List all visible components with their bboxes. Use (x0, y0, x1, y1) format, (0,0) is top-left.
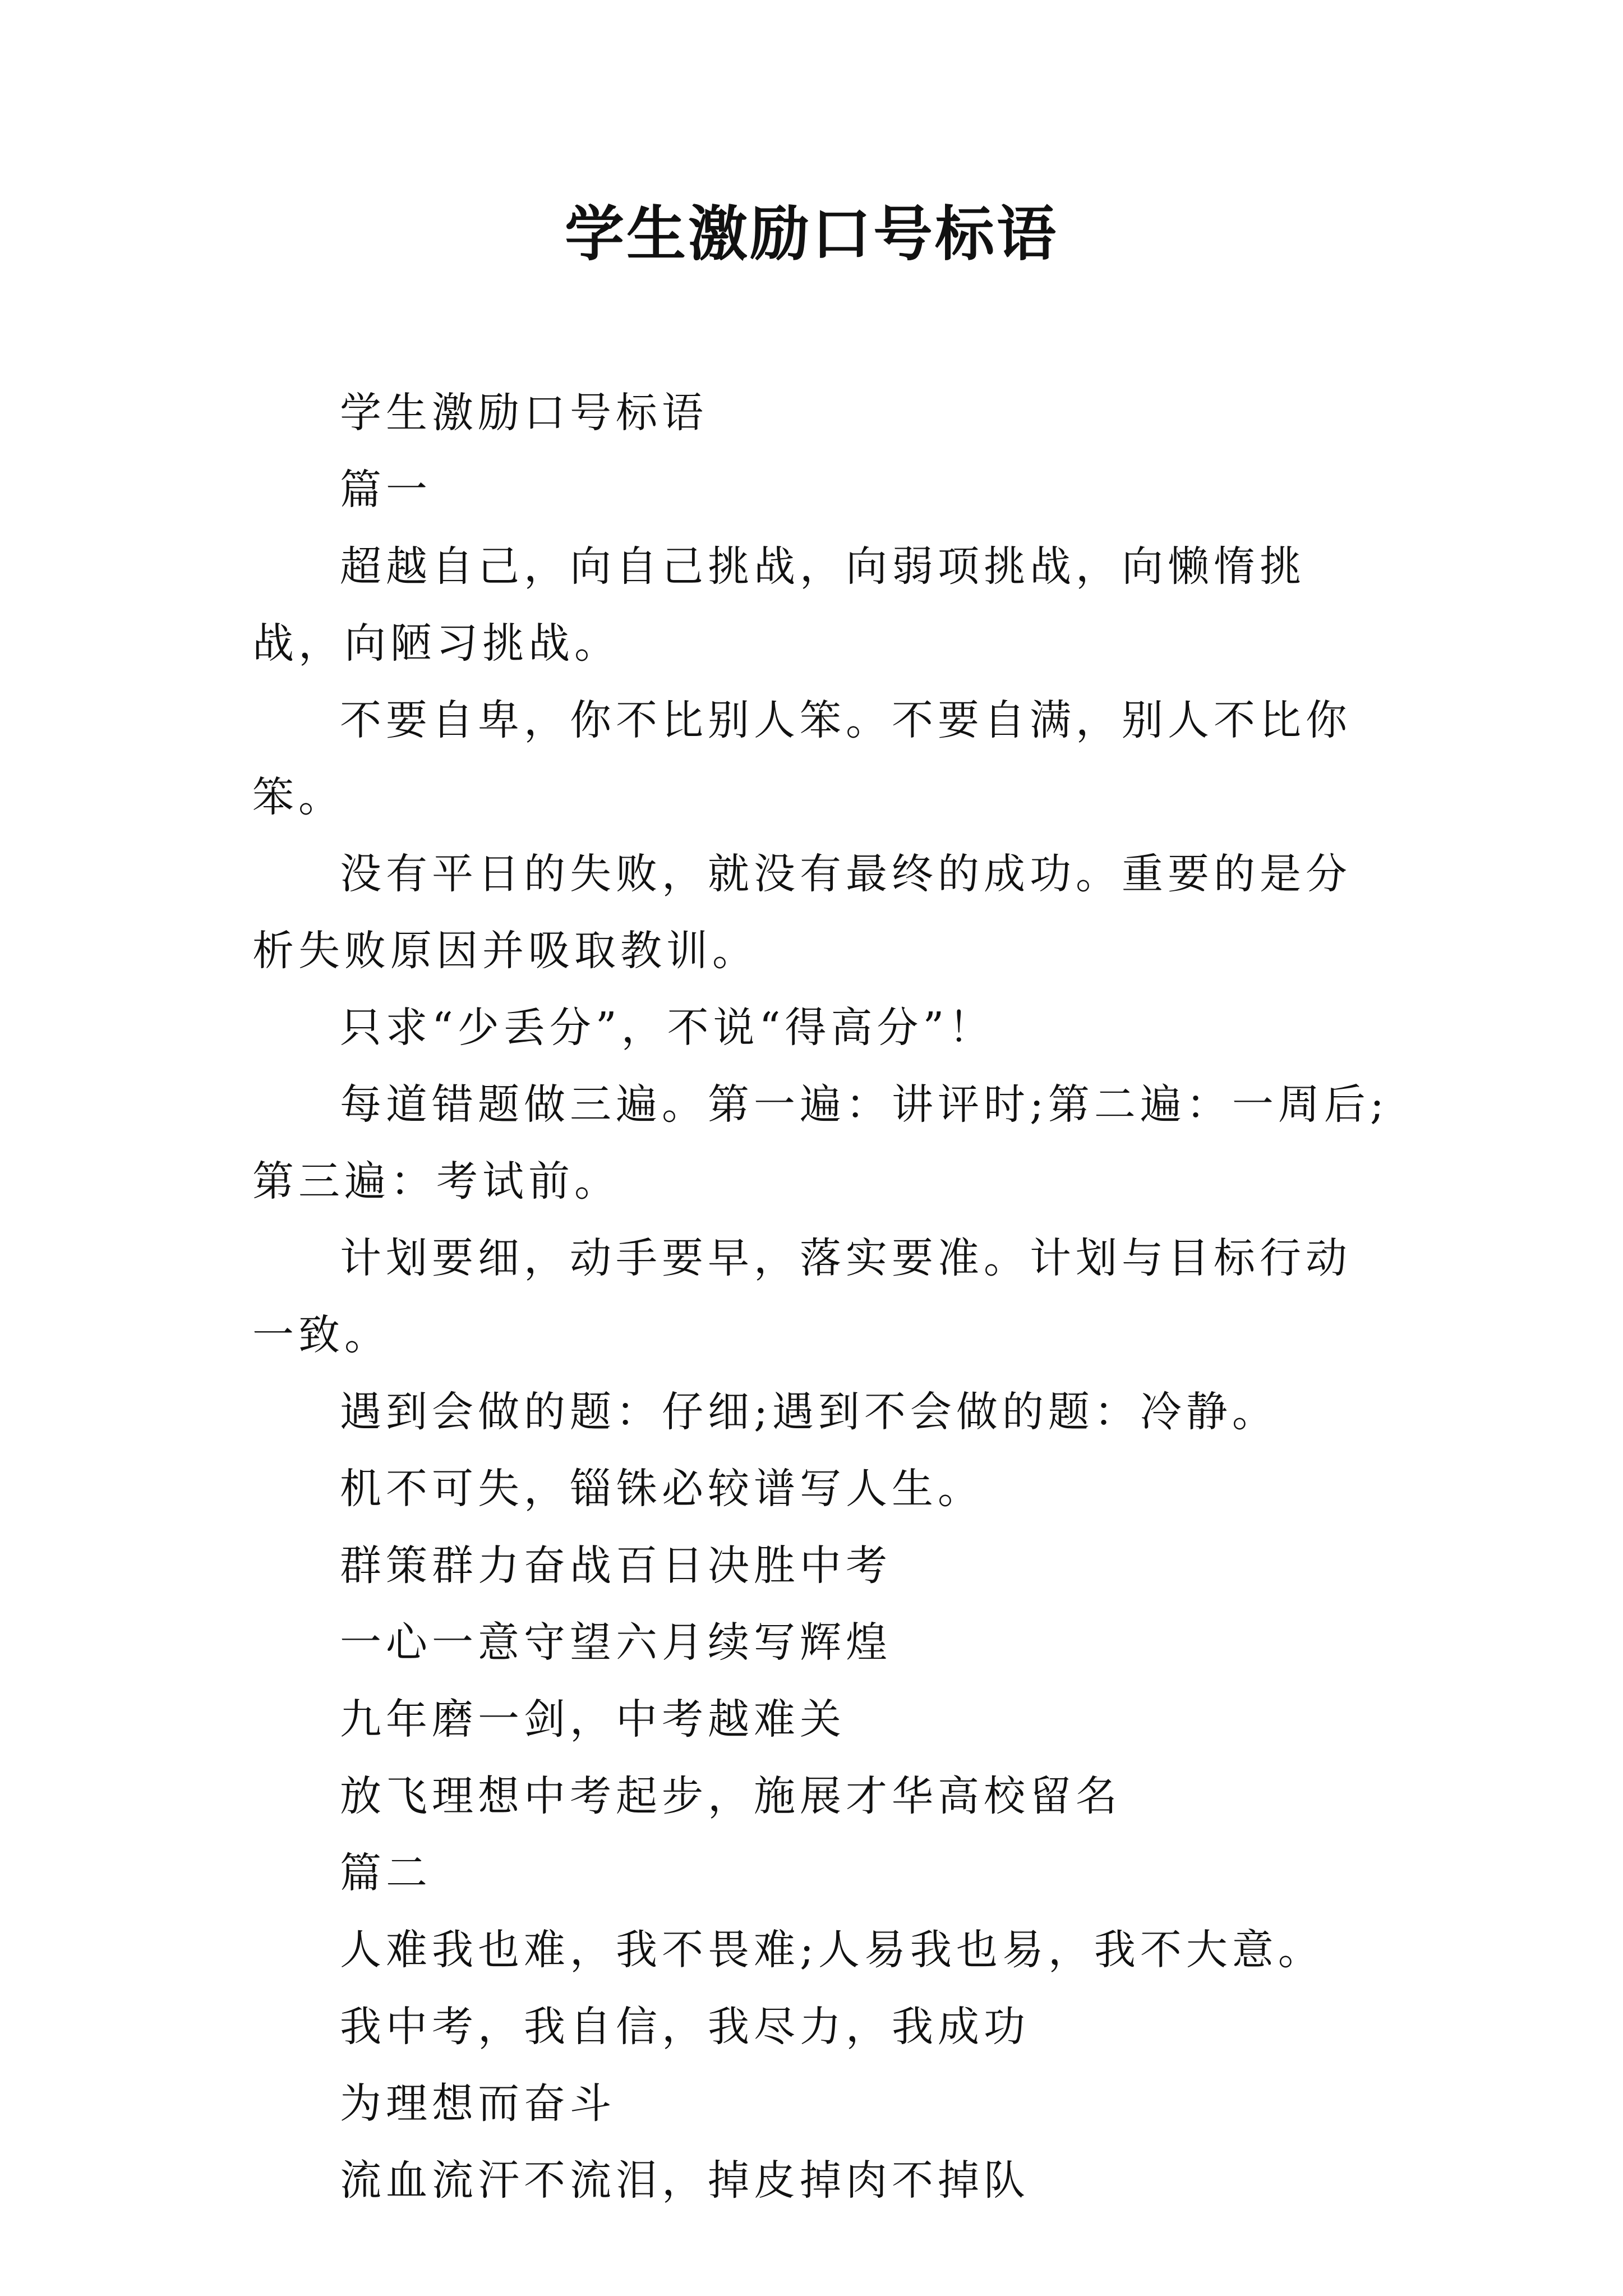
paragraph-subtitle: 学生激励口号标语 (340, 389, 708, 437)
section-heading-2: 篇二 (340, 1849, 432, 1897)
paragraph: 放飞理想中考起步，施展才华高校留名 (340, 1772, 1122, 1820)
section-heading-1: 篇一 (340, 466, 432, 514)
paragraph: 没有平日的失败，就没有最终的成功。重要的是分析失败原因并吸取教训。 (252, 850, 1352, 975)
paragraph: 只求“少丢分”，不说“得高分”！ (340, 1004, 995, 1052)
document-title: 学生激励口号标语 (565, 199, 1058, 269)
paragraph: 我中考，我自信，我尽力，我成功 (340, 2003, 1030, 2051)
paragraph: 每道错题做三遍。第一遍：讲评时;第二遍：一周后;第三遍：考试前。 (252, 1080, 1389, 1205)
paragraph: 不要自卑，你不比别人笨。不要自满，别人不比你笨。 (252, 696, 1352, 821)
paragraph: 超越自己，向自己挑战，向弱项挑战，向懒惰挑战，向陋习挑战。 (252, 542, 1306, 668)
document-body (252, 375, 1391, 2219)
paragraph: 机不可失，锱铢必较谱写人生。 (340, 1465, 984, 1513)
paragraph: 人难我也难，我不畏难;人易我也易，我不大意。 (340, 1926, 1324, 1974)
paragraph: 九年磨一剑，中考越难关 (340, 1695, 846, 1743)
paragraph: 一心一意守望六月续写辉煌 (340, 1618, 892, 1667)
paragraph: 为理想而奋斗 (340, 2079, 616, 2128)
paragraph: 计划要细，动手要早，落实要准。计划与目标行动一致。 (252, 1234, 1352, 1359)
paragraph: 遇到会做的题：仔细;遇到不会做的题：冷静。 (340, 1388, 1278, 1436)
paragraph: 群策群力奋战百日决胜中考 (340, 1542, 892, 1590)
paragraph: 流血流汗不流泪，掉皮掉肉不掉队 (340, 2156, 1030, 2205)
